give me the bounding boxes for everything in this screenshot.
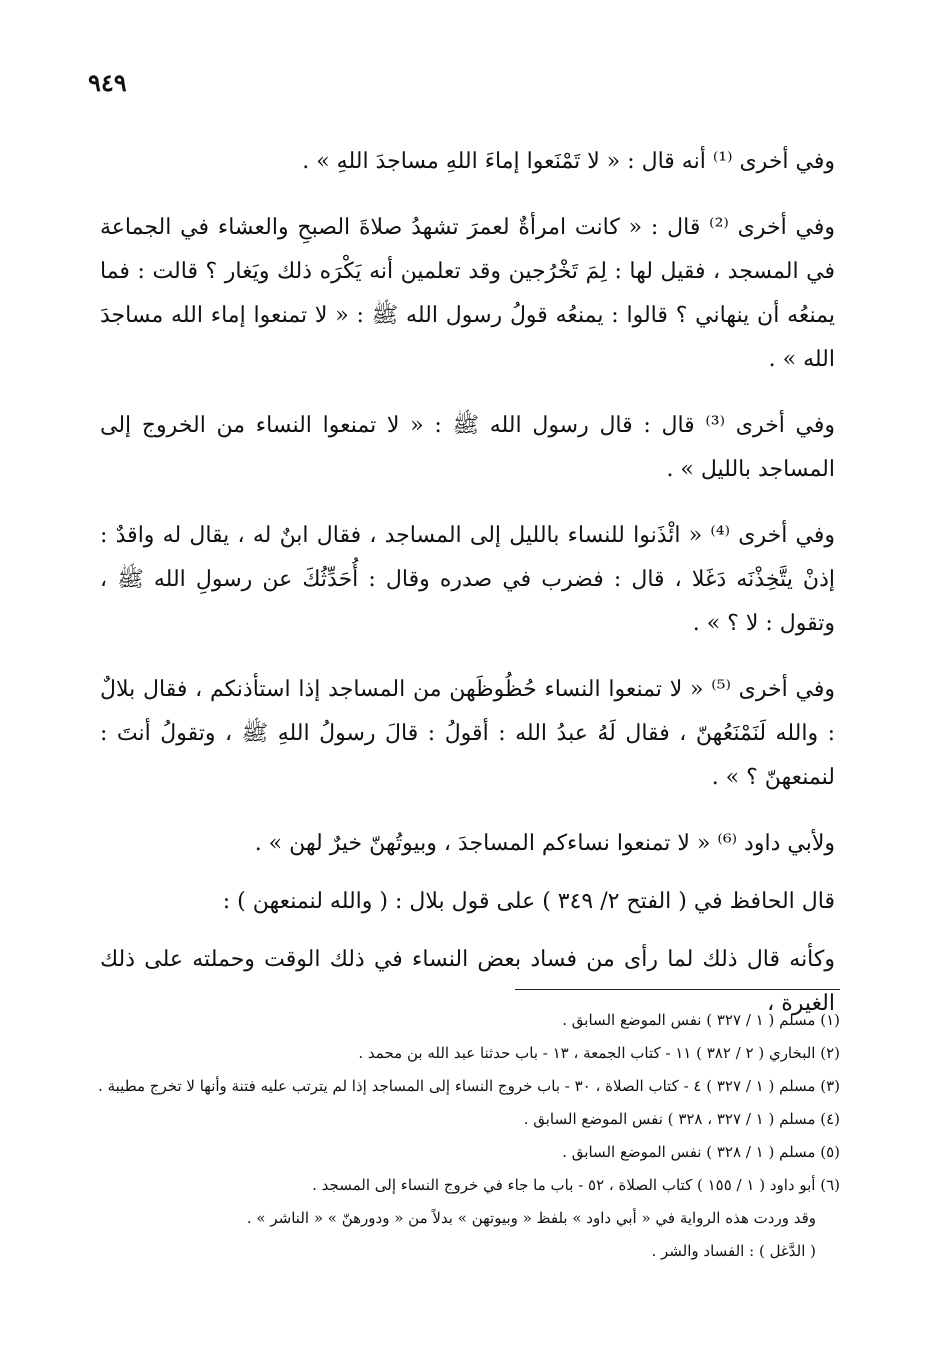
paragraph: وفي أخرى ⁽³⁾ قال : قال رسول الله ﷺ : « لا تمنعوا النساء من الخروج إلى المساجد بالليل » . bbox=[100, 413, 835, 482]
paragraph: وفي أخرى ⁽¹⁾ أنه قال : « لا تَمْنَعوا إماءَ اللهِ مساجدَ اللهِ » . bbox=[302, 149, 835, 174]
footnote-note: وقد وردت هذه الرواية في « أبي داود » بلفظ « وبيوتهن » بدلاً من « ودورهنّ » « الناشر » . bbox=[246, 1209, 816, 1227]
footnote-item: (١) مسلم ( ١ / ٣٢٧ ) نفس الموضع السابق . bbox=[562, 1011, 840, 1029]
footnote-item: (٦) أبو داود ( ١ / ١٥٥ ) كتاب الصلاة ، ٥٢ - باب ما جاء في خروج النساء إلى المسجد . bbox=[312, 1176, 840, 1194]
paragraph: وفي أخرى ⁽⁴⁾ « ائْذَنوا للنساء بالليل إلى المساجد ، فقال ابنٌ له ، يقال له واقدٌ : إذنْ يتَّخِذْنَه دَغَلا ، قال : فضرب في صدره وقال : أُحَدِّثُكَ عن رسولِ الله ﷺ ، وتقول : لا ؟ » . bbox=[100, 523, 835, 636]
paragraph: قال الحافظ في ( الفتح ٢/ ٣٤٩ ) على قول بلال : ( والله لنمنعهن ) : bbox=[222, 889, 835, 914]
footnote-item: (٤) مسلم ( ١ / ٣٢٧ ، ٣٢٨ ) نفس الموضع السابق . bbox=[523, 1110, 840, 1128]
footnote-item: (٥) مسلم ( ١ / ٣٢٨ ) نفس الموضع السابق . bbox=[562, 1143, 840, 1161]
paragraph: ولأبي داود ⁽⁶⁾ « لا تمنعوا نساءكم المساجدَ ، وبيوتُهنّ خيرٌ لهن » . bbox=[254, 831, 835, 856]
paragraph: وفي أخرى ⁽⁵⁾ « لا تمنعوا النساء حُظُوظَهن من المساجد إذا استأذنكم ، فقال بلالٌ : والله لَنَمْنَعُهنّ ، فقال لَهُ عبدُ الله : أقولُ : قالَ رسولُ اللهِ ﷺ ، وتقولُ أنتَ : لنمنعهنّ ؟ » . bbox=[100, 677, 835, 790]
footnote-item: (٢) البخاري ( ٢ / ٣٨٢ ) ١١ - كتاب الجمعة ، ١٣ - باب حدثنا عبد الله بن محمد . bbox=[358, 1044, 840, 1062]
footnotes bbox=[95, 1004, 840, 1268]
footnote-note: ( الدَّغل ) : الفساد والشر . bbox=[651, 1242, 816, 1260]
footnote-item: (٣) مسلم ( ١ / ٣٢٧ ) ٤ - كتاب الصلاة ، ٣٠ - باب خروج النساء إلى المساجد إذا لم يترتب عليه فتنة وأنها لا تخرج مطيبة . bbox=[98, 1077, 840, 1095]
main-text bbox=[100, 140, 835, 1048]
footnote-divider bbox=[515, 989, 840, 990]
paragraph: وفي أخرى ⁽²⁾ قال : « كانت امرأةٌ لعمرَ تشهدُ صلاةَ الصبحِ والعشاء في الجماعة في المسجد ، فقيل لها : لِمَ تَخْرُجين وقد تعلمين أنه يَكْرَه ذلك ويَغار ؟ قالت : فما يمنعُه أن ينهاني ؟ قالوا : يمنعُه قولُ رسول الله ﷺ : « لا تمنعوا إماء الله مساجدَ الله » . bbox=[100, 215, 836, 372]
page-number: ٩٤٩ bbox=[88, 68, 127, 97]
paragraph: وكأنه قال ذلك لما رأى من فساد بعض النساء في ذلك الوقت وحملته على ذلك الغيرة ، bbox=[100, 947, 835, 1016]
